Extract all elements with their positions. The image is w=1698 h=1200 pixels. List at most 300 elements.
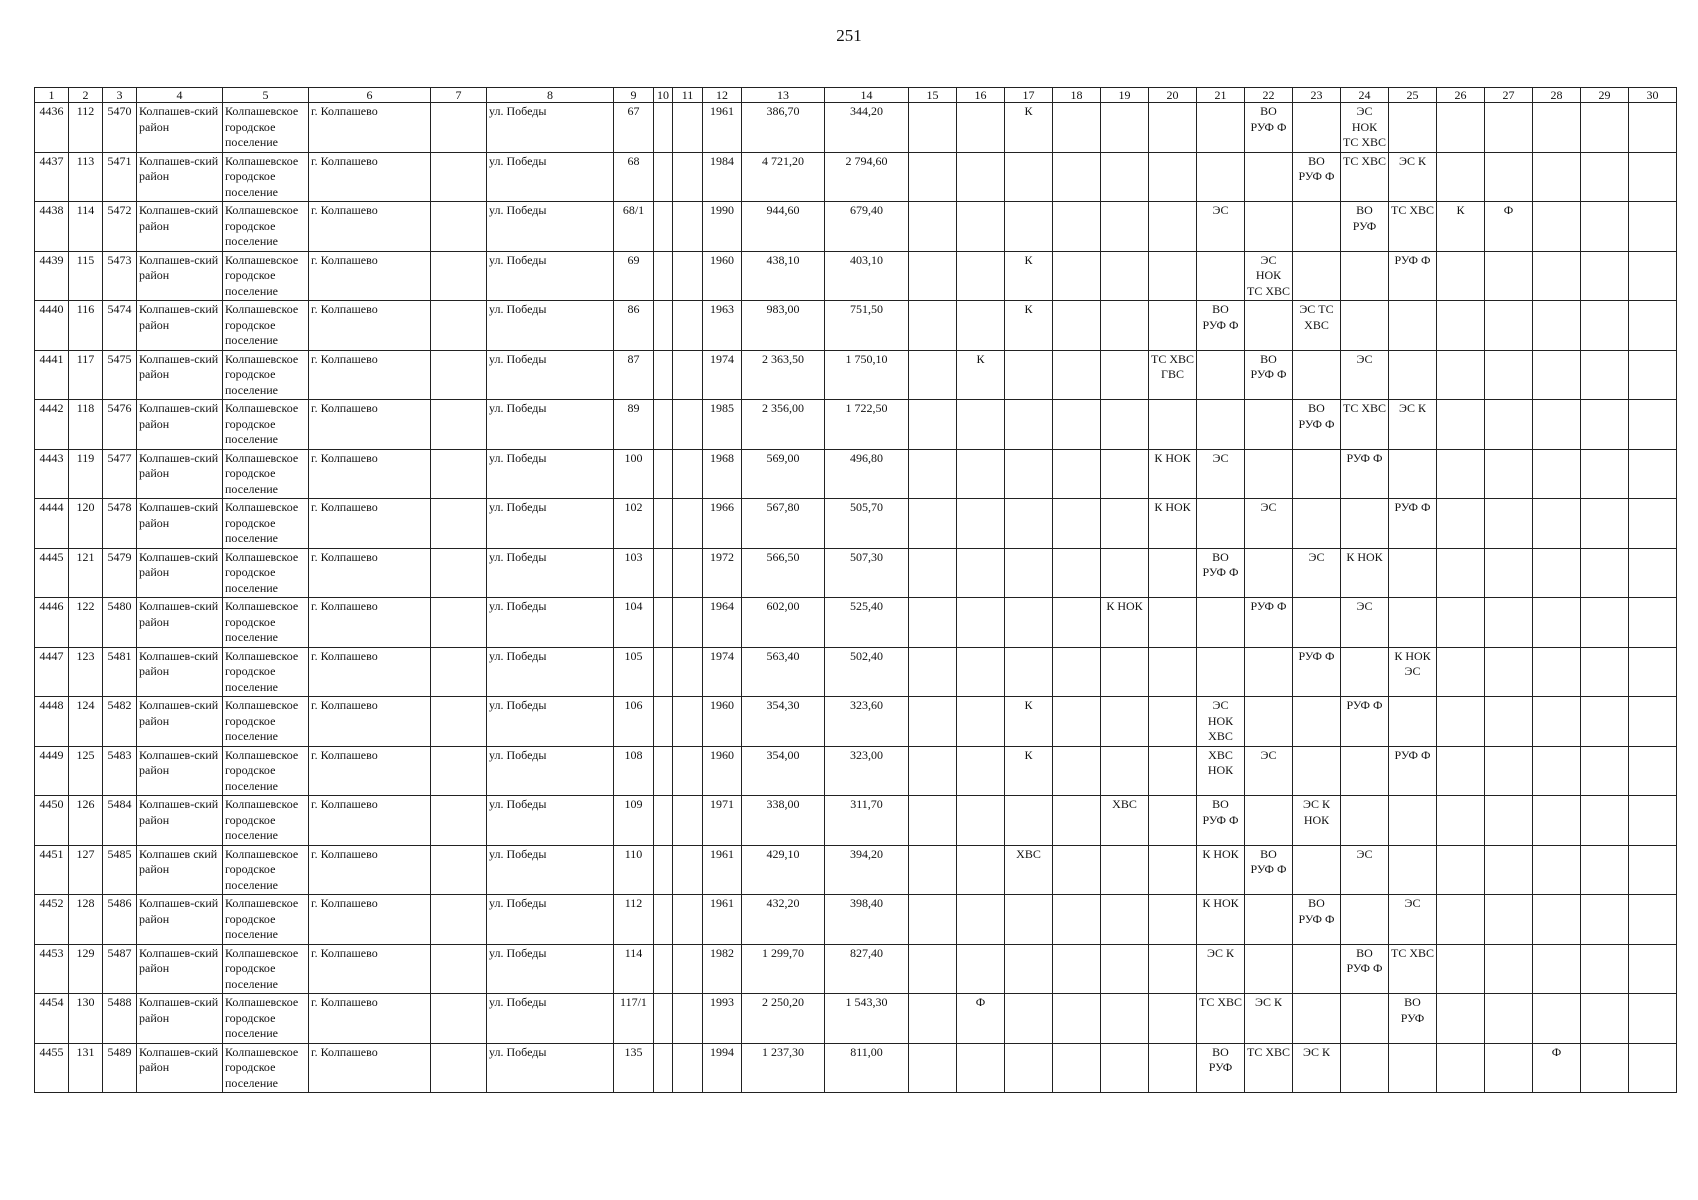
table-cell-col-2: 127 bbox=[69, 845, 103, 895]
table-cell-col-14: 323,00 bbox=[825, 746, 909, 796]
table-cell-col-11 bbox=[673, 400, 703, 450]
table-cell-col-1: 4445 bbox=[35, 548, 69, 598]
table-cell-col-24 bbox=[1341, 499, 1389, 549]
table-cell-col-11 bbox=[673, 697, 703, 747]
table-cell-col-29 bbox=[1581, 598, 1629, 648]
table-cell-col-21: К НОК bbox=[1197, 845, 1245, 895]
table-cell-col-9: 102 bbox=[614, 499, 654, 549]
table-cell-col-27 bbox=[1485, 251, 1533, 301]
table-cell-col-1: 4453 bbox=[35, 944, 69, 994]
table-cell-col-19 bbox=[1101, 845, 1149, 895]
table-cell-col-14: 1 750,10 bbox=[825, 350, 909, 400]
table-cell-col-23 bbox=[1293, 944, 1341, 994]
table-cell-col-14: 394,20 bbox=[825, 845, 909, 895]
table-cell-col-22 bbox=[1245, 548, 1293, 598]
column-header-9: 9 bbox=[614, 88, 654, 103]
table-row bbox=[35, 350, 1677, 400]
table-cell-col-9: 89 bbox=[614, 400, 654, 450]
table-cell-col-16: К bbox=[957, 350, 1005, 400]
table-cell-col-30 bbox=[1629, 103, 1677, 153]
table-cell-col-25: РУФ Ф bbox=[1389, 251, 1437, 301]
table-cell-col-2: 120 bbox=[69, 499, 103, 549]
table-cell-col-29 bbox=[1581, 697, 1629, 747]
table-cell-col-26 bbox=[1437, 1043, 1485, 1093]
table-cell-col-5: Колпашевское городское поселение bbox=[223, 1043, 309, 1093]
table-cell-col-6: г. Колпашево bbox=[309, 202, 431, 252]
table-cell-col-19: К НОК bbox=[1101, 598, 1149, 648]
table-cell-col-7 bbox=[431, 598, 487, 648]
table-cell-col-18 bbox=[1053, 548, 1101, 598]
table-cell-col-20 bbox=[1149, 301, 1197, 351]
table-cell-col-28 bbox=[1533, 895, 1581, 945]
table-cell-col-13: 354,00 bbox=[742, 746, 825, 796]
table-cell-col-18 bbox=[1053, 301, 1101, 351]
table-cell-col-4: Колпашев-ский район bbox=[137, 647, 223, 697]
table-cell-col-17 bbox=[1005, 202, 1053, 252]
table-cell-col-6: г. Колпашево bbox=[309, 796, 431, 846]
table-cell-col-29 bbox=[1581, 400, 1629, 450]
table-cell-col-28 bbox=[1533, 449, 1581, 499]
table-cell-col-25: ТС ХВС bbox=[1389, 944, 1437, 994]
table-row bbox=[35, 994, 1677, 1044]
table-cell-col-4: Колпашев-ский район bbox=[137, 746, 223, 796]
table-cell-col-4: Колпашев-ский район bbox=[137, 697, 223, 747]
table-cell-col-12: 1984 bbox=[703, 152, 742, 202]
table-cell-col-19: ХВС bbox=[1101, 796, 1149, 846]
table-cell-col-28 bbox=[1533, 796, 1581, 846]
table-cell-col-8: ул. Победы bbox=[487, 895, 614, 945]
table-cell-col-6: г. Колпашево bbox=[309, 845, 431, 895]
column-header-23: 23 bbox=[1293, 88, 1341, 103]
table-cell-col-21: ТС ХВС bbox=[1197, 994, 1245, 1044]
table-cell-col-4: Колпашев-ский район bbox=[137, 350, 223, 400]
table-cell-col-4: Колпашев ский район bbox=[137, 845, 223, 895]
table-cell-col-16 bbox=[957, 152, 1005, 202]
table-cell-col-16 bbox=[957, 548, 1005, 598]
table-cell-col-5: Колпашевское городское поселение bbox=[223, 251, 309, 301]
table-cell-col-23: ВО РУФ Ф bbox=[1293, 400, 1341, 450]
table-cell-col-24 bbox=[1341, 796, 1389, 846]
table-cell-col-21: ЭС bbox=[1197, 449, 1245, 499]
table-cell-col-9: 105 bbox=[614, 647, 654, 697]
table-row bbox=[35, 845, 1677, 895]
register-table-container bbox=[34, 87, 1664, 1093]
table-cell-col-23 bbox=[1293, 697, 1341, 747]
table-cell-col-13: 563,40 bbox=[742, 647, 825, 697]
column-header-8: 8 bbox=[487, 88, 614, 103]
table-cell-col-18 bbox=[1053, 1043, 1101, 1093]
table-cell-col-14: 827,40 bbox=[825, 944, 909, 994]
table-cell-col-27 bbox=[1485, 598, 1533, 648]
table-cell-col-17 bbox=[1005, 647, 1053, 697]
table-cell-col-27 bbox=[1485, 350, 1533, 400]
table-cell-col-8: ул. Победы bbox=[487, 251, 614, 301]
table-cell-col-28 bbox=[1533, 746, 1581, 796]
table-cell-col-15 bbox=[909, 994, 957, 1044]
table-cell-col-18 bbox=[1053, 647, 1101, 697]
table-cell-col-14: 496,80 bbox=[825, 449, 909, 499]
table-cell-col-27 bbox=[1485, 152, 1533, 202]
table-cell-col-5: Колпашевское городское поселение bbox=[223, 548, 309, 598]
table-cell-col-15 bbox=[909, 746, 957, 796]
table-cell-col-20 bbox=[1149, 895, 1197, 945]
table-cell-col-28 bbox=[1533, 845, 1581, 895]
table-cell-col-30 bbox=[1629, 400, 1677, 450]
table-cell-col-29 bbox=[1581, 1043, 1629, 1093]
table-cell-col-22: ЭС bbox=[1245, 746, 1293, 796]
table-cell-col-21 bbox=[1197, 499, 1245, 549]
table-cell-col-28 bbox=[1533, 301, 1581, 351]
table-cell-col-11 bbox=[673, 152, 703, 202]
table-cell-col-17 bbox=[1005, 796, 1053, 846]
table-cell-col-3: 5479 bbox=[103, 548, 137, 598]
table-cell-col-10 bbox=[654, 845, 673, 895]
table-cell-col-22 bbox=[1245, 944, 1293, 994]
table-cell-col-30 bbox=[1629, 895, 1677, 945]
table-cell-col-1: 4446 bbox=[35, 598, 69, 648]
table-cell-col-11 bbox=[673, 895, 703, 945]
table-cell-col-3: 5480 bbox=[103, 598, 137, 648]
table-cell-col-10 bbox=[654, 301, 673, 351]
table-cell-col-5: Колпашевское городское поселение bbox=[223, 103, 309, 153]
table-cell-col-1: 4437 bbox=[35, 152, 69, 202]
table-cell-col-3: 5488 bbox=[103, 994, 137, 1044]
header-row bbox=[35, 88, 1677, 103]
table-cell-col-18 bbox=[1053, 944, 1101, 994]
table-row bbox=[35, 944, 1677, 994]
table-cell-col-15 bbox=[909, 499, 957, 549]
table-row bbox=[35, 895, 1677, 945]
table-cell-col-16 bbox=[957, 103, 1005, 153]
table-cell-col-17 bbox=[1005, 449, 1053, 499]
table-cell-col-4: Колпашев-ский район bbox=[137, 598, 223, 648]
table-cell-col-30 bbox=[1629, 647, 1677, 697]
column-header-26: 26 bbox=[1437, 88, 1485, 103]
table-cell-col-22: ВО РУФ Ф bbox=[1245, 845, 1293, 895]
table-cell-col-30 bbox=[1629, 202, 1677, 252]
table-cell-col-5: Колпашевское городское поселение bbox=[223, 647, 309, 697]
table-cell-col-5: Колпашевское городское поселение bbox=[223, 994, 309, 1044]
table-cell-col-26 bbox=[1437, 746, 1485, 796]
table-cell-col-5: Колпашевское городское поселение bbox=[223, 746, 309, 796]
table-cell-col-11 bbox=[673, 499, 703, 549]
table-cell-col-17: К bbox=[1005, 301, 1053, 351]
table-cell-col-6: г. Колпашево bbox=[309, 499, 431, 549]
table-cell-col-26 bbox=[1437, 697, 1485, 747]
table-cell-col-30 bbox=[1629, 152, 1677, 202]
table-cell-col-17: К bbox=[1005, 697, 1053, 747]
table-cell-col-1: 4450 bbox=[35, 796, 69, 846]
column-header-21: 21 bbox=[1197, 88, 1245, 103]
table-cell-col-16 bbox=[957, 845, 1005, 895]
table-cell-col-24: ТС ХВС bbox=[1341, 400, 1389, 450]
table-cell-col-23 bbox=[1293, 350, 1341, 400]
table-cell-col-4: Колпашев-ский район bbox=[137, 548, 223, 598]
table-cell-col-24 bbox=[1341, 1043, 1389, 1093]
table-cell-col-6: г. Колпашево bbox=[309, 895, 431, 945]
table-cell-col-26 bbox=[1437, 251, 1485, 301]
table-cell-col-10 bbox=[654, 895, 673, 945]
table-cell-col-11 bbox=[673, 449, 703, 499]
table-cell-col-24 bbox=[1341, 647, 1389, 697]
table-cell-col-10 bbox=[654, 152, 673, 202]
table-cell-col-14: 507,30 bbox=[825, 548, 909, 598]
table-cell-col-29 bbox=[1581, 499, 1629, 549]
table-cell-col-3: 5481 bbox=[103, 647, 137, 697]
table-cell-col-16 bbox=[957, 944, 1005, 994]
table-cell-col-14: 403,10 bbox=[825, 251, 909, 301]
table-cell-col-5: Колпашевское городское поселение bbox=[223, 697, 309, 747]
table-cell-col-8: ул. Победы bbox=[487, 350, 614, 400]
table-cell-col-15 bbox=[909, 449, 957, 499]
table-cell-col-12: 1993 bbox=[703, 994, 742, 1044]
table-cell-col-9: 69 bbox=[614, 251, 654, 301]
table-cell-col-12: 1961 bbox=[703, 103, 742, 153]
table-cell-col-30 bbox=[1629, 548, 1677, 598]
table-cell-col-4: Колпашев-ский район bbox=[137, 499, 223, 549]
table-cell-col-2: 113 bbox=[69, 152, 103, 202]
table-cell-col-28 bbox=[1533, 202, 1581, 252]
table-cell-col-28 bbox=[1533, 697, 1581, 747]
table-cell-col-22: РУФ Ф bbox=[1245, 598, 1293, 648]
table-cell-col-15 bbox=[909, 895, 957, 945]
table-cell-col-20 bbox=[1149, 400, 1197, 450]
table-cell-col-2: 121 bbox=[69, 548, 103, 598]
table-cell-col-17: К bbox=[1005, 251, 1053, 301]
table-cell-col-24: К НОК bbox=[1341, 548, 1389, 598]
table-cell-col-5: Колпашевское городское поселение bbox=[223, 944, 309, 994]
table-cell-col-15 bbox=[909, 103, 957, 153]
table-cell-col-1: 4439 bbox=[35, 251, 69, 301]
table-row bbox=[35, 103, 1677, 153]
table-cell-col-14: 679,40 bbox=[825, 202, 909, 252]
table-cell-col-9: 104 bbox=[614, 598, 654, 648]
table-cell-col-15 bbox=[909, 1043, 957, 1093]
page-number: 251 bbox=[836, 26, 862, 45]
table-cell-col-9: 110 bbox=[614, 845, 654, 895]
table-cell-col-5: Колпашевское городское поселение bbox=[223, 845, 309, 895]
table-cell-col-15 bbox=[909, 944, 957, 994]
table-cell-col-8: ул. Победы bbox=[487, 400, 614, 450]
table-cell-col-8: ул. Победы bbox=[487, 1043, 614, 1093]
table-cell-col-22: ВО РУФ Ф bbox=[1245, 103, 1293, 153]
table-cell-col-17 bbox=[1005, 994, 1053, 1044]
table-cell-col-5: Колпашевское городское поселение bbox=[223, 598, 309, 648]
table-cell-col-29 bbox=[1581, 202, 1629, 252]
table-cell-col-28 bbox=[1533, 251, 1581, 301]
table-row bbox=[35, 499, 1677, 549]
table-cell-col-27: Ф bbox=[1485, 202, 1533, 252]
table-cell-col-12: 1960 bbox=[703, 697, 742, 747]
table-cell-col-29 bbox=[1581, 944, 1629, 994]
table-cell-col-21: ЭС К bbox=[1197, 944, 1245, 994]
table-cell-col-23 bbox=[1293, 845, 1341, 895]
table-cell-col-8: ул. Победы bbox=[487, 994, 614, 1044]
table-cell-col-27 bbox=[1485, 548, 1533, 598]
column-header-27: 27 bbox=[1485, 88, 1533, 103]
table-cell-col-16 bbox=[957, 301, 1005, 351]
table-cell-col-12: 1990 bbox=[703, 202, 742, 252]
table-cell-col-18 bbox=[1053, 251, 1101, 301]
table-cell-col-28 bbox=[1533, 598, 1581, 648]
table-cell-col-6: г. Колпашево bbox=[309, 548, 431, 598]
table-cell-col-22 bbox=[1245, 202, 1293, 252]
table-cell-col-24 bbox=[1341, 251, 1389, 301]
table-cell-col-6: г. Колпашево bbox=[309, 449, 431, 499]
table-cell-col-23 bbox=[1293, 598, 1341, 648]
table-cell-col-21: ВО РУФ Ф bbox=[1197, 796, 1245, 846]
table-cell-col-11 bbox=[673, 994, 703, 1044]
table-cell-col-1: 4451 bbox=[35, 845, 69, 895]
table-cell-col-14: 1 722,50 bbox=[825, 400, 909, 450]
table-cell-col-8: ул. Победы bbox=[487, 499, 614, 549]
table-cell-col-30 bbox=[1629, 697, 1677, 747]
table-cell-col-15 bbox=[909, 202, 957, 252]
table-cell-col-17 bbox=[1005, 548, 1053, 598]
table-cell-col-13: 4 721,20 bbox=[742, 152, 825, 202]
table-cell-col-13: 567,80 bbox=[742, 499, 825, 549]
table-cell-col-17 bbox=[1005, 499, 1053, 549]
table-cell-col-25 bbox=[1389, 301, 1437, 351]
table-cell-col-29 bbox=[1581, 746, 1629, 796]
table-body bbox=[35, 103, 1677, 1093]
table-cell-col-3: 5471 bbox=[103, 152, 137, 202]
table-cell-col-18 bbox=[1053, 449, 1101, 499]
table-cell-col-22: ВО РУФ Ф bbox=[1245, 350, 1293, 400]
table-cell-col-7 bbox=[431, 895, 487, 945]
table-cell-col-8: ул. Победы bbox=[487, 152, 614, 202]
table-cell-col-17 bbox=[1005, 598, 1053, 648]
table-cell-col-22: ЭС НОК ТС ХВС bbox=[1245, 251, 1293, 301]
table-cell-col-5: Колпашевское городское поселение bbox=[223, 400, 309, 450]
table-cell-col-1: 4448 bbox=[35, 697, 69, 747]
column-header-6: 6 bbox=[309, 88, 431, 103]
table-cell-col-7 bbox=[431, 400, 487, 450]
table-cell-col-30 bbox=[1629, 944, 1677, 994]
table-cell-col-7 bbox=[431, 697, 487, 747]
table-cell-col-26 bbox=[1437, 944, 1485, 994]
table-cell-col-17: К bbox=[1005, 746, 1053, 796]
table-cell-col-25: К НОК ЭС bbox=[1389, 647, 1437, 697]
table-cell-col-23: ЭС К bbox=[1293, 1043, 1341, 1093]
table-cell-col-8: ул. Победы bbox=[487, 796, 614, 846]
table-cell-col-4: Колпашев-ский район bbox=[137, 944, 223, 994]
table-cell-col-12: 1971 bbox=[703, 796, 742, 846]
table-cell-col-12: 1985 bbox=[703, 400, 742, 450]
table-cell-col-27 bbox=[1485, 994, 1533, 1044]
table-cell-col-13: 566,50 bbox=[742, 548, 825, 598]
table-cell-col-8: ул. Победы bbox=[487, 944, 614, 994]
table-cell-col-5: Колпашевское городское поселение bbox=[223, 202, 309, 252]
table-cell-col-13: 1 299,70 bbox=[742, 944, 825, 994]
table-row bbox=[35, 400, 1677, 450]
table-cell-col-7 bbox=[431, 647, 487, 697]
table-cell-col-25 bbox=[1389, 598, 1437, 648]
table-cell-col-16 bbox=[957, 746, 1005, 796]
column-header-20: 20 bbox=[1149, 88, 1197, 103]
table-cell-col-15 bbox=[909, 647, 957, 697]
table-cell-col-17 bbox=[1005, 350, 1053, 400]
table-cell-col-2: 130 bbox=[69, 994, 103, 1044]
table-cell-col-30 bbox=[1629, 251, 1677, 301]
column-header-7: 7 bbox=[431, 88, 487, 103]
table-cell-col-19 bbox=[1101, 647, 1149, 697]
table-cell-col-15 bbox=[909, 152, 957, 202]
table-cell-col-15 bbox=[909, 845, 957, 895]
table-cell-col-6: г. Колпашево bbox=[309, 944, 431, 994]
table-cell-col-20: ТС ХВС ГВС bbox=[1149, 350, 1197, 400]
table-cell-col-17 bbox=[1005, 152, 1053, 202]
table-cell-col-9: 86 bbox=[614, 301, 654, 351]
table-cell-col-1: 4455 bbox=[35, 1043, 69, 1093]
table-cell-col-14: 811,00 bbox=[825, 1043, 909, 1093]
table-cell-col-12: 1963 bbox=[703, 301, 742, 351]
table-cell-col-15 bbox=[909, 301, 957, 351]
table-cell-col-20 bbox=[1149, 647, 1197, 697]
table-cell-col-3: 5484 bbox=[103, 796, 137, 846]
table-cell-col-27 bbox=[1485, 746, 1533, 796]
table-cell-col-6: г. Колпашево bbox=[309, 103, 431, 153]
table-cell-col-2: 114 bbox=[69, 202, 103, 252]
table-cell-col-5: Колпашевское городское поселение bbox=[223, 499, 309, 549]
table-cell-col-9: 106 bbox=[614, 697, 654, 747]
table-cell-col-18 bbox=[1053, 746, 1101, 796]
table-cell-col-8: ул. Победы bbox=[487, 697, 614, 747]
table-cell-col-7 bbox=[431, 301, 487, 351]
table-cell-col-28 bbox=[1533, 994, 1581, 1044]
table-cell-col-9: 100 bbox=[614, 449, 654, 499]
table-cell-col-9: 103 bbox=[614, 548, 654, 598]
table-cell-col-20 bbox=[1149, 598, 1197, 648]
table-cell-col-30 bbox=[1629, 449, 1677, 499]
table-cell-col-20 bbox=[1149, 697, 1197, 747]
table-cell-col-21: К НОК bbox=[1197, 895, 1245, 945]
column-header-30: 30 bbox=[1629, 88, 1677, 103]
table-cell-col-7 bbox=[431, 944, 487, 994]
table-cell-col-14: 398,40 bbox=[825, 895, 909, 945]
table-cell-col-11 bbox=[673, 202, 703, 252]
table-cell-col-6: г. Колпашево bbox=[309, 994, 431, 1044]
table-cell-col-24 bbox=[1341, 895, 1389, 945]
table-cell-col-13: 432,20 bbox=[742, 895, 825, 945]
table-cell-col-2: 126 bbox=[69, 796, 103, 846]
table-cell-col-8: ул. Победы bbox=[487, 598, 614, 648]
table-row bbox=[35, 598, 1677, 648]
table-cell-col-25 bbox=[1389, 796, 1437, 846]
table-cell-col-3: 5477 bbox=[103, 449, 137, 499]
table-cell-col-17 bbox=[1005, 944, 1053, 994]
table-cell-col-13: 386,70 bbox=[742, 103, 825, 153]
table-cell-col-16 bbox=[957, 1043, 1005, 1093]
table-cell-col-18 bbox=[1053, 994, 1101, 1044]
table-cell-col-26 bbox=[1437, 103, 1485, 153]
table-cell-col-22 bbox=[1245, 400, 1293, 450]
table-cell-col-3: 5485 bbox=[103, 845, 137, 895]
table-cell-col-23 bbox=[1293, 103, 1341, 153]
table-cell-col-13: 2 363,50 bbox=[742, 350, 825, 400]
table-cell-col-20 bbox=[1149, 548, 1197, 598]
table-cell-col-8: ул. Победы bbox=[487, 449, 614, 499]
table-cell-col-19 bbox=[1101, 548, 1149, 598]
table-cell-col-15 bbox=[909, 697, 957, 747]
table-cell-col-8: ул. Победы bbox=[487, 746, 614, 796]
table-cell-col-21: ВО РУФ Ф bbox=[1197, 301, 1245, 351]
table-cell-col-21: ВО РУФ bbox=[1197, 1043, 1245, 1093]
table-cell-col-27 bbox=[1485, 1043, 1533, 1093]
table-cell-col-16: Ф bbox=[957, 994, 1005, 1044]
table-cell-col-2: 115 bbox=[69, 251, 103, 301]
table-cell-col-23 bbox=[1293, 449, 1341, 499]
